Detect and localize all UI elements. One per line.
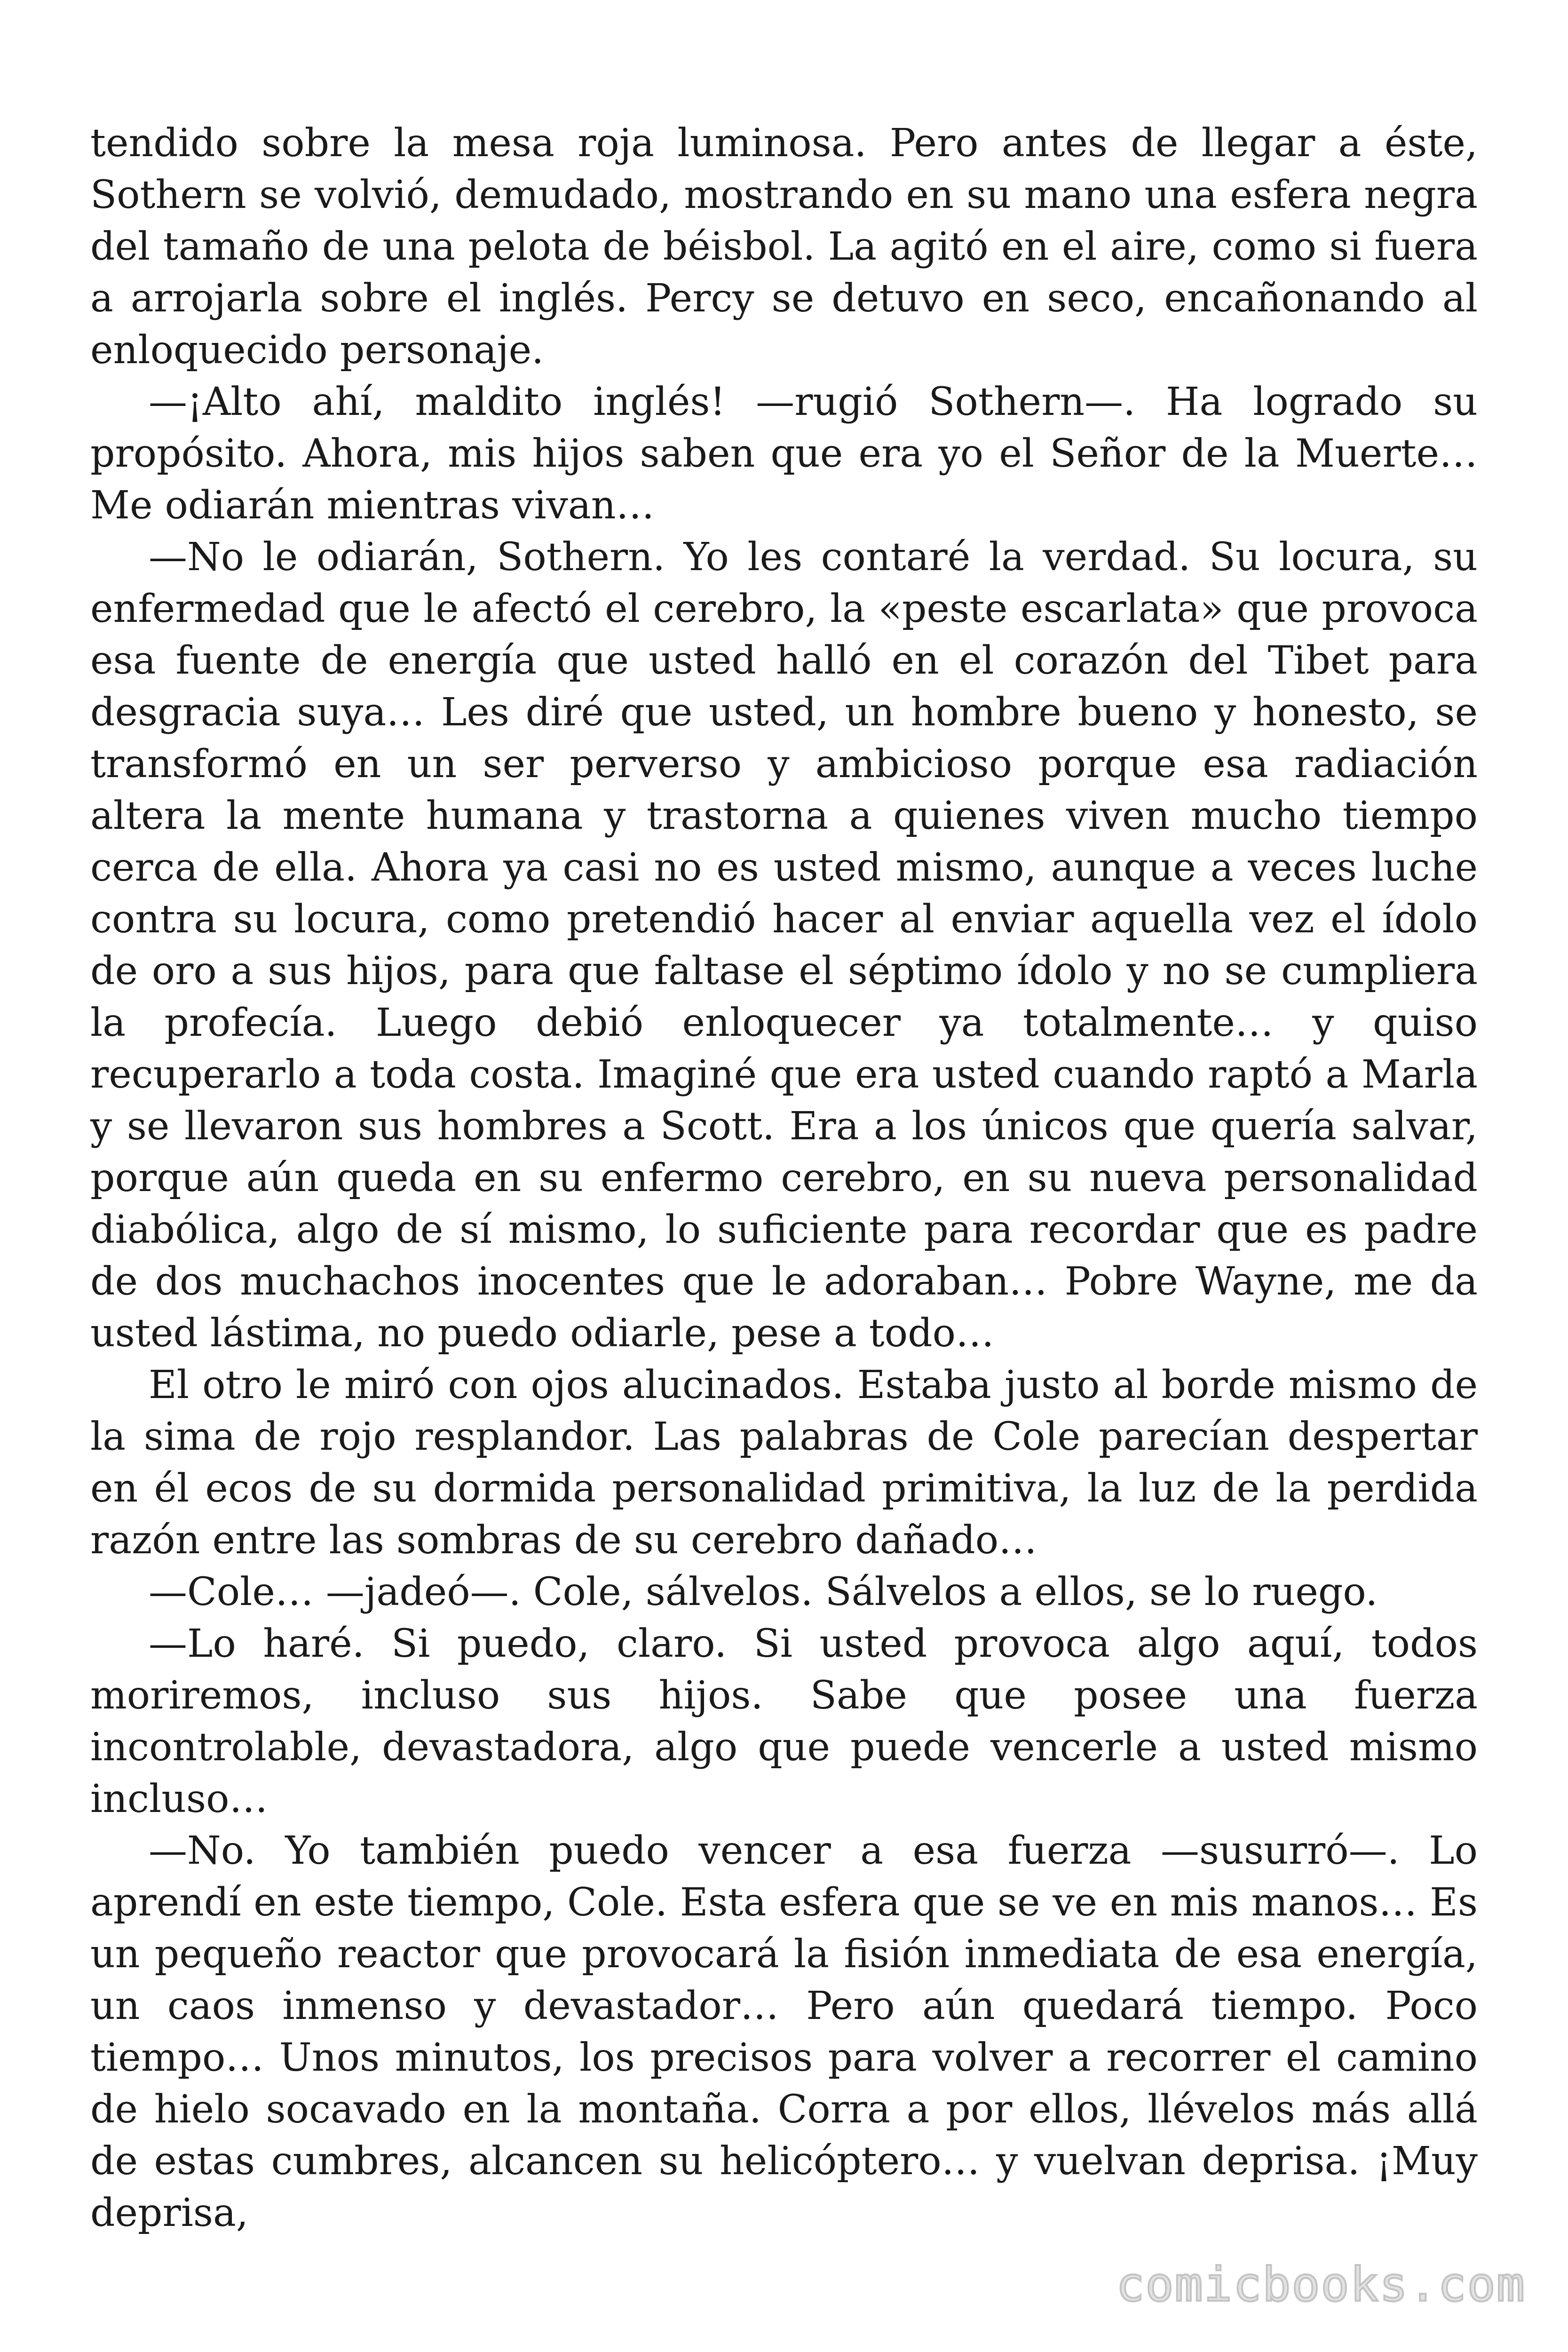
paragraph-3: —No le odiarán, Sothern. Yo les contaré la verdad. Su locura, su enfermedad que le afectó el cerebro, la «peste escarlata» que provoca esa fuente de energía que usted halló en el corazón del Tibet para desgracia suya… Les diré que usted, un hombre bueno y honesto, se transformó en un ser perverso y ambicioso porque esa radiación altera la mente humana y trastorna a quienes viven mucho tiempo cerca de ella. Ahora ya casi no es usted mismo, aunque a veces luche contra su locura, como pretendió hacer al enviar aquella vez el ídolo de oro a sus hijos, para que faltase el séptimo ídolo y no se cumpliera la profecía. Luego debió enloquecer ya totalmente… y quiso recuperarlo a toda costa. Imaginé que era usted cuando raptó a Marla y se llevaron sus hombres a Scott. Era a los únicos que quería salvar, porque aún queda en su enfermo cerebro, en su nueva personalidad diabólica, algo de sí mismo, lo suficiente para recordar que es padre de dos muchachos inocentes que le adoraban… Pobre Wayne, me da usted lástima, no puedo odiarle, pese a todo… xyxy=(90,535,1478,1356)
paragraph-2: —¡Alto ahí, maldito inglés! —rugió Sothern—. Ha logrado su propósito. Ahora, mis hijos saben que era yo el Señor de la Muerte… Me odiarán mientras vivan… xyxy=(90,380,1478,528)
paragraph-7: —No. Yo también puedo vencer a esa fuerza —susurró—. Lo aprendí en este tiempo, Cole. Esta esfera que se ve en mis manos… Es un pequeño reactor que provocará la fisión inmediata de esa energía, un caos inmenso y devastador… Pero aún quedará tiempo. Poco tiempo… Unos minutos, los precisos para volver a recorrer el camino de hielo socavado en la montaña. Corra a por ellos, llévelos más allá de estas cumbres, alcancen su helicóptero… y vuelvan deprisa. ¡Muy deprisa, xyxy=(90,1828,1478,2235)
paragraph-5: —Cole… —jadeó—. Cole, sálvelos. Sálvelos a ellos, se lo ruego. xyxy=(149,1570,1378,1614)
page-text xyxy=(90,118,1478,2239)
paragraph-6: —Lo haré. Si puedo, claro. Si usted provoca algo aquí, todos moriremos, incluso sus hijos. Sabe que posee una fuerza incontrolable, devastadora, algo que puede vencerle a usted mismo incluso… xyxy=(90,1621,1478,1821)
paragraph-1: tendido sobre la mesa roja luminosa. Pero antes de llegar a éste, Sothern se volvió, demudado, mostrando en su mano una esfera negra del tamaño de una pelota de béisbol. La agitó en el aire, como si fuera a arrojarla sobre el inglés. Percy se detuvo en seco, encañonando al enloquecido personaje. xyxy=(90,121,1478,373)
watermark: comicbooks.com xyxy=(1116,2257,1526,2312)
paragraph-4: El otro le miró con ojos alucinados. Estaba justo al borde mismo de la sima de rojo resplandor. Las palabras de Cole parecían despertar en él ecos de su dormida personalidad primitiva, la luz de la perdida razón entre las sombras de su cerebro dañado… xyxy=(90,1363,1478,1563)
